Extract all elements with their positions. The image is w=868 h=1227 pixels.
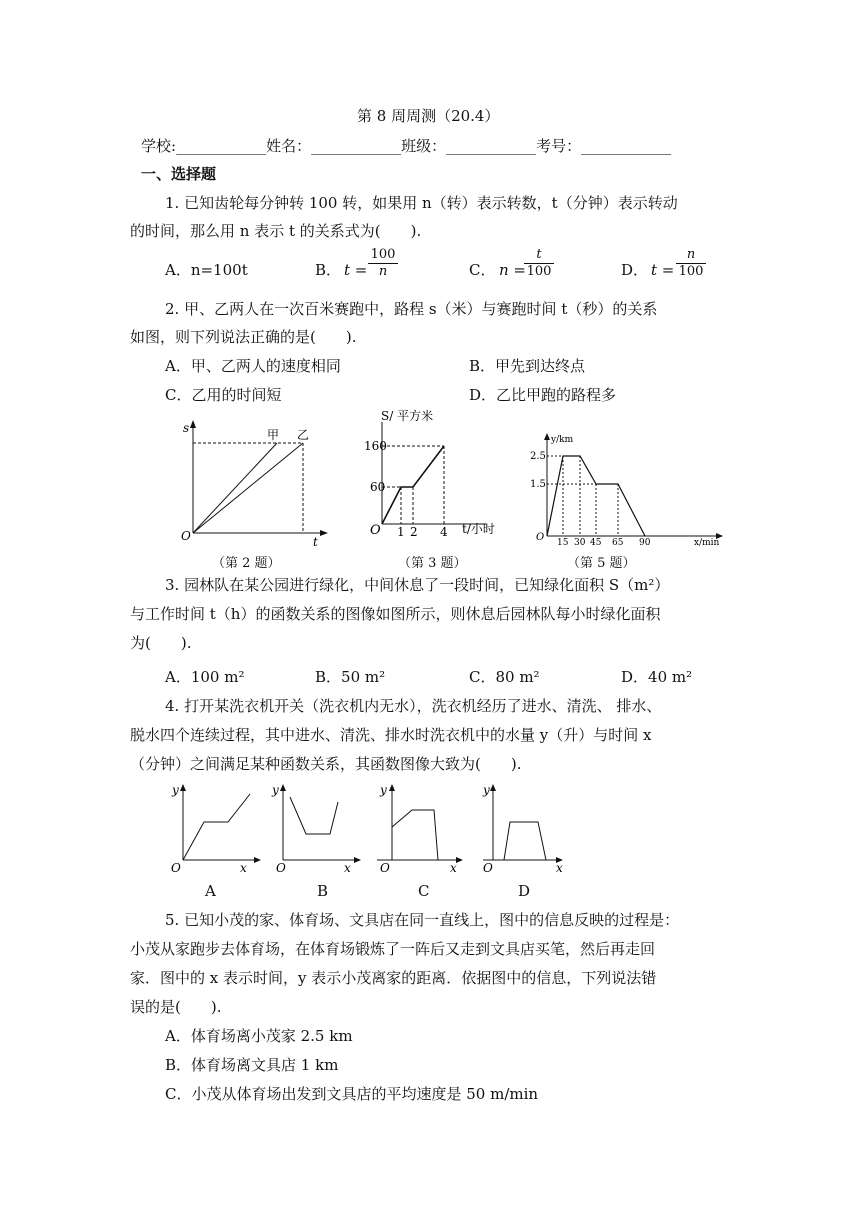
y-label: y bbox=[272, 783, 279, 797]
origin-label: O bbox=[536, 532, 545, 543]
series-jia-line bbox=[193, 443, 277, 533]
q3-line2: 与工作时间 t（h）的函数关系的图像如图所示，则休息后园林队每小时绿化面积 bbox=[130, 605, 661, 623]
q5-line1: 5. 已知小茂的家、体育场、文具店在同一直线上，图中的信息反映的过程是： bbox=[165, 911, 680, 929]
x-axis-arrow bbox=[320, 530, 328, 536]
q3-option-c: C．80 m² bbox=[469, 668, 540, 686]
origin-label: O bbox=[276, 861, 286, 875]
origin-label: O bbox=[483, 861, 493, 875]
y-tick-160: 160 bbox=[364, 439, 387, 453]
q4-graph-c bbox=[372, 782, 467, 875]
series-jia-label: 甲 bbox=[267, 428, 280, 442]
x-tick-2: 2 bbox=[410, 525, 418, 539]
y-tick-1-5: 1.5 bbox=[530, 479, 546, 490]
q4-label-b: B bbox=[317, 882, 329, 900]
q5-line4: 误的是( ). bbox=[130, 998, 222, 1016]
fraction-numerator: n bbox=[686, 247, 696, 262]
x-axis-label: t/小时 bbox=[462, 522, 495, 536]
x-label: x bbox=[240, 861, 247, 875]
x-label: x bbox=[450, 861, 457, 875]
x-axis-label: x/min bbox=[694, 538, 720, 548]
q1-option-c-lhs: n = bbox=[499, 261, 526, 279]
origin-label: O bbox=[181, 529, 191, 543]
q4-label-a: A bbox=[205, 882, 216, 900]
q1-option-b-label: B． bbox=[315, 261, 342, 279]
x-label: x bbox=[556, 861, 563, 875]
y-axis-arrow bbox=[544, 433, 550, 440]
x-tick-1: 1 bbox=[397, 525, 405, 539]
q5-option-b: B．体育场离文具店 1 km bbox=[165, 1056, 339, 1074]
q1-option-b-fraction bbox=[368, 248, 398, 279]
q4-label-c: C bbox=[418, 882, 430, 900]
origin-label: O bbox=[370, 523, 381, 538]
q1-option-d-fraction bbox=[676, 248, 706, 279]
y-axis-arrow bbox=[490, 784, 496, 791]
q2-option-c: C．乙用的时间短 bbox=[165, 386, 282, 404]
figure-q5-caption: （第 5 题） bbox=[567, 556, 636, 571]
q1-option-d-label: D． bbox=[621, 261, 649, 279]
graph-line bbox=[392, 810, 445, 860]
q4-graph-b bbox=[268, 782, 363, 875]
graph-line bbox=[290, 797, 338, 834]
q3-option-b: B．50 m² bbox=[315, 668, 386, 686]
q5-option-c: C．小茂从体育场出发到文具店的平均速度是 50 m/min bbox=[165, 1085, 539, 1103]
y-axis-arrow bbox=[280, 784, 286, 791]
q4-graph-d bbox=[478, 782, 573, 875]
section-heading: 一、选择题 bbox=[141, 165, 217, 183]
origin-label: O bbox=[171, 861, 181, 875]
x-label: x bbox=[344, 861, 351, 875]
fraction-numerator: t bbox=[536, 247, 542, 262]
y-axis-label: S/ 平方米 bbox=[381, 409, 434, 423]
student-info-header bbox=[141, 137, 671, 155]
class-label: 班级： bbox=[401, 137, 447, 155]
figure-q5 bbox=[530, 428, 730, 548]
q2-option-a: A．甲、乙两人的速度相同 bbox=[165, 357, 341, 375]
x-tick-30: 30 bbox=[574, 538, 586, 548]
q2-option-b: B．甲先到达终点 bbox=[469, 357, 586, 375]
class-blank: ____________ bbox=[446, 137, 537, 155]
name-blank: ____________ bbox=[311, 137, 402, 155]
x-tick-15: 15 bbox=[557, 538, 569, 548]
y-tick-60: 60 bbox=[370, 480, 386, 494]
x-axis-arrow bbox=[354, 857, 361, 863]
q1-option-c-fraction bbox=[524, 248, 554, 279]
page-title: 第 8 周周测（20.4） bbox=[357, 107, 500, 125]
q2-line1: 2. 甲、乙两人在一次百米赛跑中，路程 s（米）与赛跑时间 t（秒）的关系 bbox=[165, 300, 658, 318]
school-label: 学校: bbox=[141, 137, 177, 155]
fraction-numerator: 100 bbox=[370, 247, 396, 262]
y-label: y bbox=[380, 783, 387, 797]
figure-q2 bbox=[175, 418, 335, 548]
q5-line3: 家．图中的 x 表示时间，y 表示小茂离家的距离．依据图中的信息，下列说法错 bbox=[130, 969, 657, 987]
y-tick-2-5: 2.5 bbox=[530, 451, 546, 462]
fraction-denominator: 100 bbox=[678, 264, 704, 279]
q4-label-d: D bbox=[518, 882, 531, 900]
x-axis-arrow bbox=[254, 857, 261, 863]
fraction-denominator: n bbox=[378, 264, 388, 279]
x-tick-4: 4 bbox=[440, 525, 448, 539]
q2-option-d: D．乙比甲跑的路程多 bbox=[469, 386, 617, 404]
q1-option-b-lhs: t = bbox=[344, 261, 368, 279]
x-tick-65: 65 bbox=[612, 538, 624, 548]
q3-line1: 3. 园林队在某公园进行绿化，中间休息了一段时间，已知绿化面积 S（m²） bbox=[165, 576, 670, 594]
y-axis-label: s bbox=[183, 421, 190, 435]
q2-line2: 如图，则下列说法正确的是( ). bbox=[130, 328, 357, 346]
y-axis-arrow bbox=[190, 420, 196, 428]
y-axis-arrow bbox=[180, 784, 186, 791]
exam-no-label: 考号： bbox=[536, 137, 582, 155]
exam-no-blank: ____________ bbox=[581, 137, 672, 155]
name-label: 姓名： bbox=[266, 137, 312, 155]
q4-line1: 4. 打开某洗衣机开关（洗衣机内无水），洗衣机经历了进水、清洗、 排水、 bbox=[165, 697, 662, 715]
q1-line2: 的时间，那么用 n 表示 t 的关系式为( ). bbox=[130, 222, 422, 240]
figure-q3 bbox=[364, 409, 516, 542]
q4-graph-a bbox=[168, 782, 263, 875]
q1-line1: 1. 已知齿轮每分钟转 100 转，如果用 n（转）表示转数，t（分钟）表示转动 bbox=[165, 194, 678, 212]
graph-line bbox=[183, 794, 250, 860]
q1-option-c-label: C． bbox=[469, 261, 496, 279]
graph-line bbox=[504, 822, 546, 860]
q3-option-d: D．40 m² bbox=[621, 668, 693, 686]
series-yi-label: 乙 bbox=[297, 428, 310, 442]
q3-option-a: A．100 m² bbox=[165, 668, 245, 686]
figure-q2-caption: （第 2 题） bbox=[212, 556, 281, 571]
x-axis-arrow bbox=[456, 857, 463, 863]
origin-label: O bbox=[380, 861, 390, 875]
school-blank: ____________ bbox=[176, 137, 267, 155]
x-tick-45: 45 bbox=[590, 538, 602, 548]
q4-line3: （分钟）之间满足某种函数关系，其函数图像大致为( ). bbox=[130, 755, 522, 773]
q1-option-d-lhs: t = bbox=[651, 261, 675, 279]
y-axis-arrow bbox=[389, 784, 395, 791]
q5-option-a: A．体育场离小茂家 2.5 km bbox=[165, 1027, 353, 1045]
x-tick-90: 90 bbox=[639, 538, 651, 548]
q3-line3: 为( ). bbox=[130, 634, 192, 652]
fraction-denominator: 100 bbox=[526, 264, 552, 279]
y-axis-label: y/km bbox=[551, 435, 574, 445]
x-axis-label: t bbox=[313, 535, 318, 549]
y-label: y bbox=[483, 783, 490, 797]
figure-q3-caption: （第 3 题） bbox=[398, 556, 467, 571]
q5-line2: 小茂从家跑步去体育场，在体育场锻炼了一阵后又走到文具店买笔，然后再走回 bbox=[130, 940, 656, 958]
q4-line2: 脱水四个连续过程，其中进水、清洗、排水时洗衣机中的水量 y（升）与时间 x bbox=[130, 726, 652, 744]
series-yi-line bbox=[193, 443, 303, 533]
q1-option-a: A．n=100t bbox=[165, 261, 248, 279]
y-label: y bbox=[172, 783, 179, 797]
